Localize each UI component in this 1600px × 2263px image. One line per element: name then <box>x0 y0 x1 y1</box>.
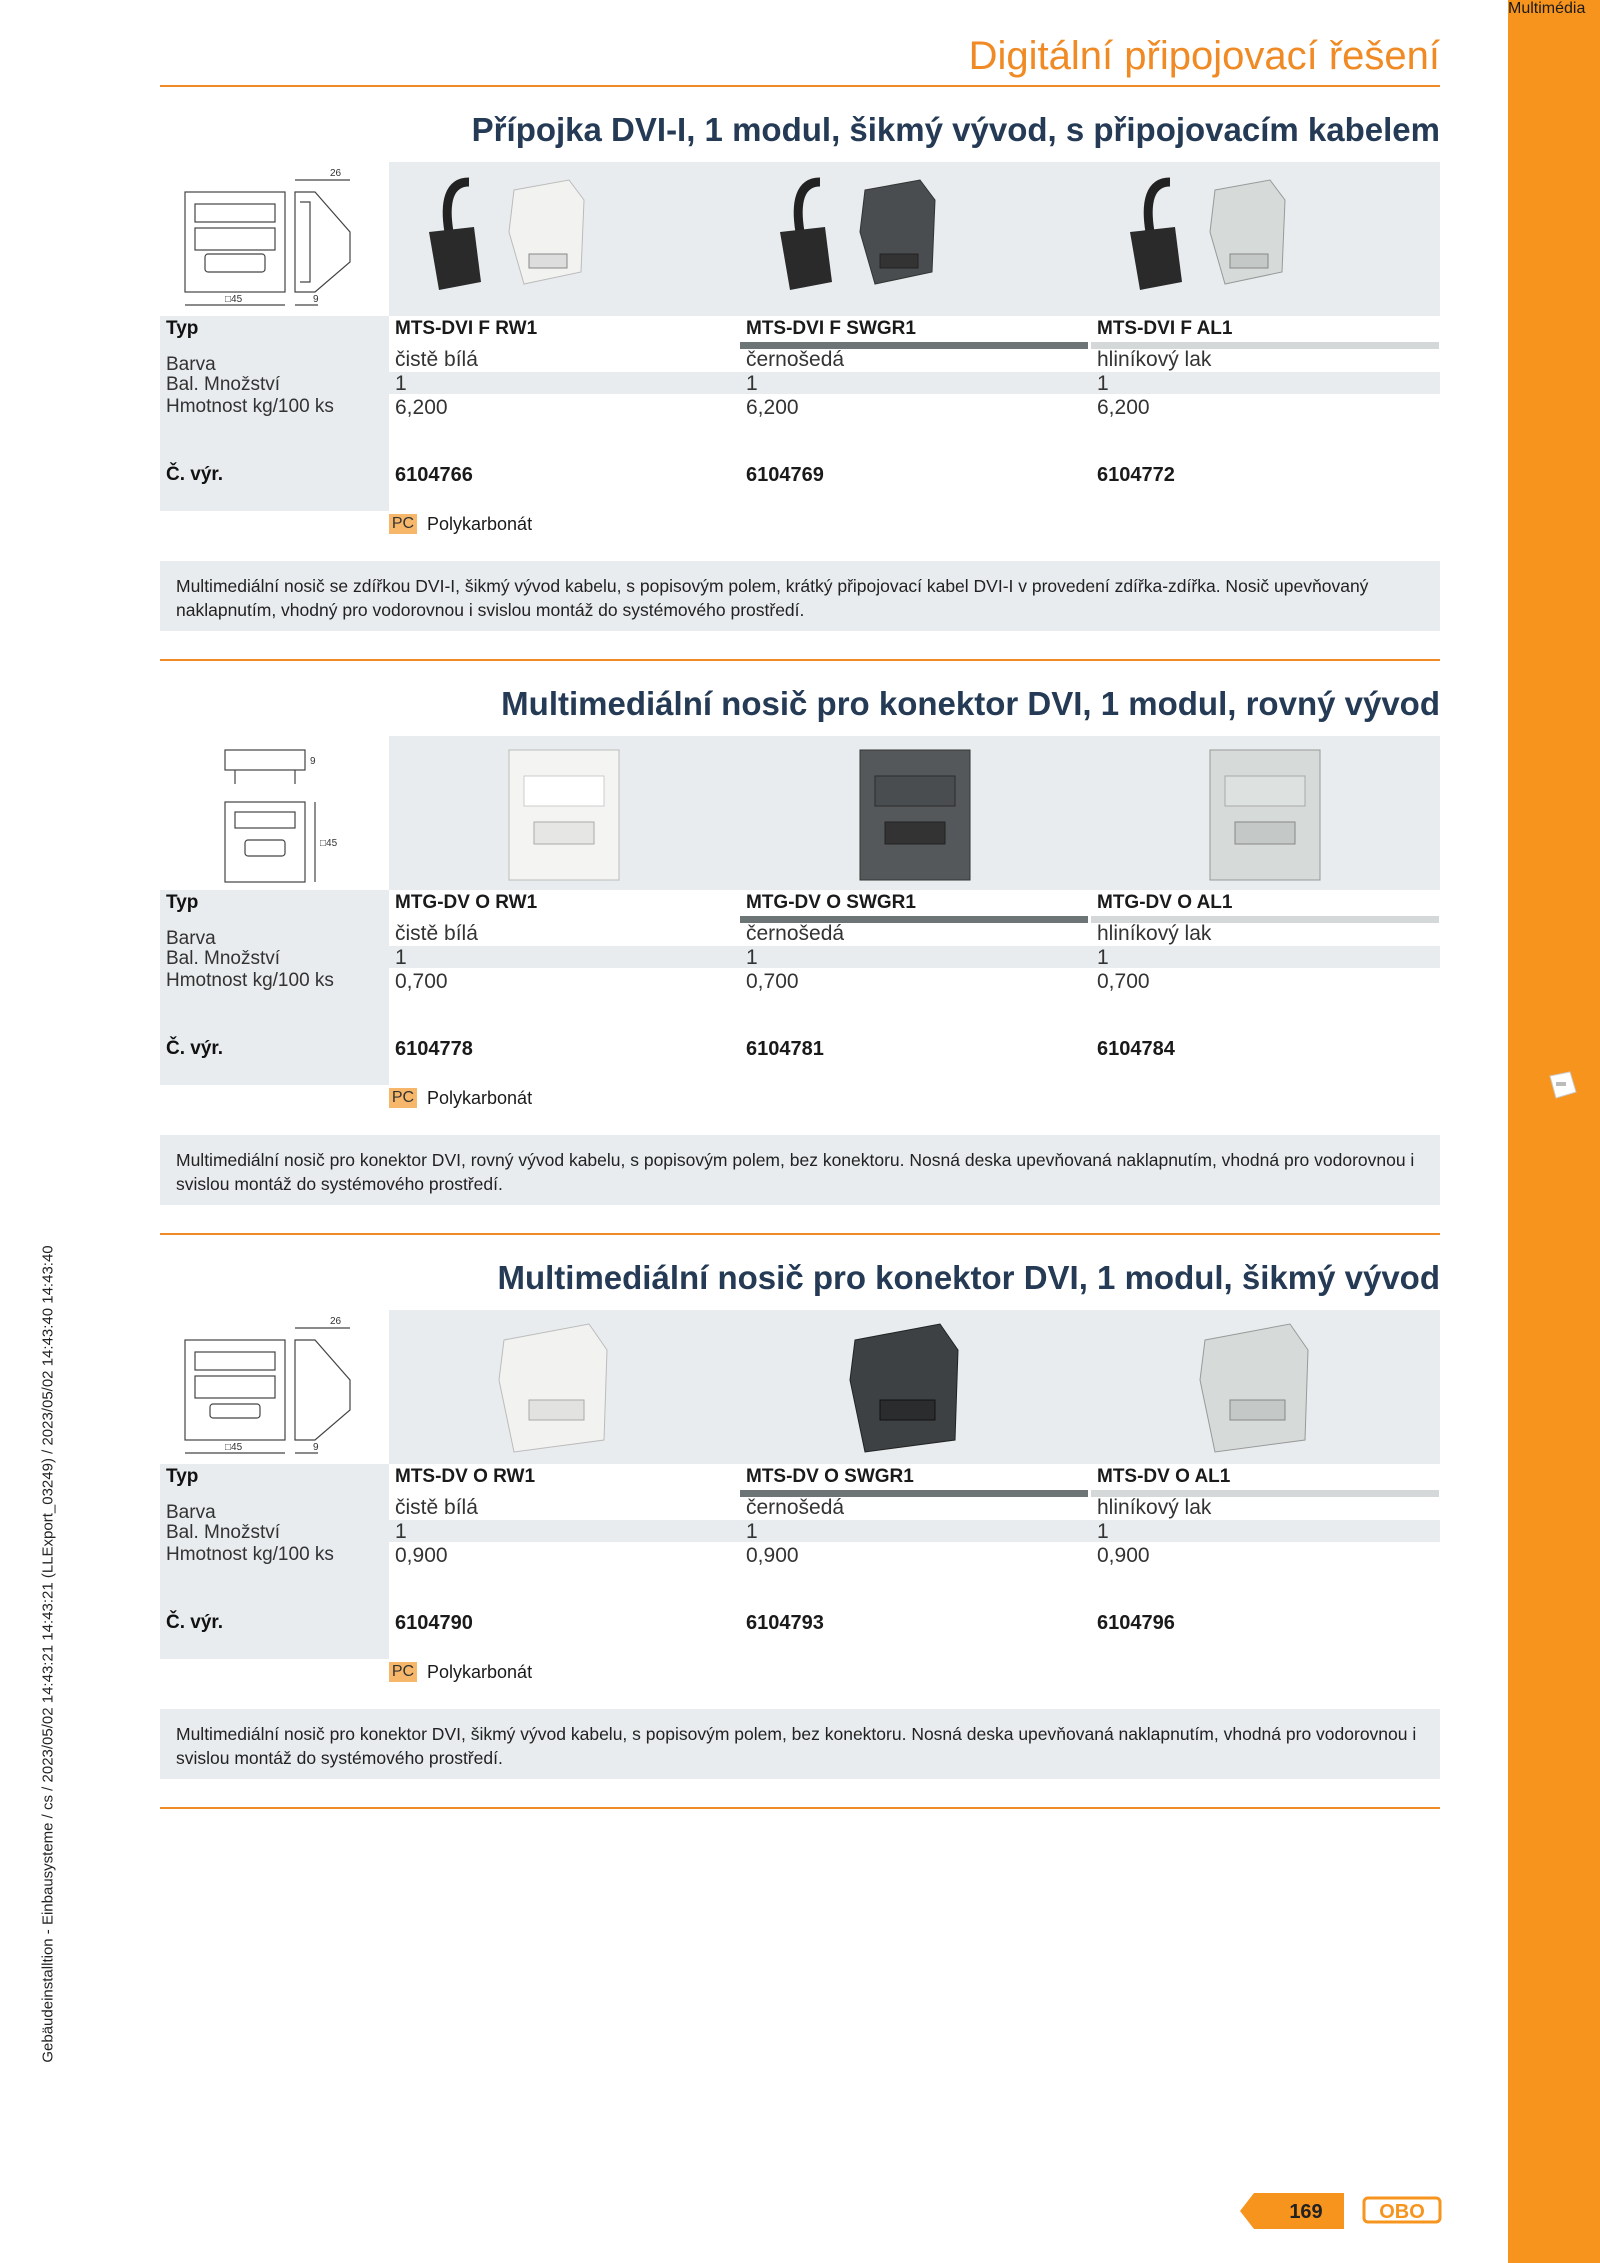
dim-top: 26 <box>330 1316 342 1327</box>
product-photo-dark <box>740 736 1090 890</box>
variant-type: MTS-DVI F SWGR1 <box>746 318 916 339</box>
variant-color: hliníkový lak <box>1097 1496 1212 1519</box>
variant-column <box>740 890 1088 1085</box>
variant-color: černošedá <box>746 348 845 371</box>
variant-article-no: 6104790 <box>395 1612 473 1634</box>
variant-pack-qty: 1 <box>746 372 758 395</box>
product-photo-dark <box>740 1310 1090 1464</box>
product-image-row <box>160 162 1440 316</box>
variant-column <box>389 890 737 1085</box>
variant-color: hliníkový lak <box>1097 922 1212 945</box>
variant-color: černošedá <box>746 922 845 945</box>
right-category-bar <box>1508 0 1600 2263</box>
multimedia-socket-icon <box>1546 1068 1580 1102</box>
section-rule <box>160 1807 1440 1809</box>
label-barva: Barva <box>166 1502 216 1523</box>
product-photo-aluminium <box>1090 736 1440 890</box>
section-title: Přípojka DVI-I, 1 modul, šikmý vývod, s připojovacím kabelem <box>471 111 1440 148</box>
page-number: 169 <box>1289 2201 1323 2223</box>
variant-weight: 0,700 <box>746 970 799 993</box>
header-rule <box>160 85 1440 87</box>
dim-side: □45 <box>320 838 338 849</box>
spec-label-column <box>160 316 389 511</box>
product-image-row <box>160 1310 1440 1464</box>
variant-pack-qty: 1 <box>395 372 407 395</box>
label-bal: Bal. Množství <box>166 1522 281 1543</box>
label-cvyr: Č. výr. <box>166 464 224 485</box>
label-hmotnost: Hmotnost kg/100 ks <box>166 396 334 417</box>
section-rule <box>160 1233 1440 1235</box>
label-typ: Typ <box>166 318 199 339</box>
variant-type: MTG-DV O SWGR1 <box>746 892 916 913</box>
variant-pack-qty: 1 <box>1097 1520 1109 1543</box>
note-text: Multimediální nosič se zdířkou DVI-I, šikmý vývod kabelu, s popisovým polem, krátký připojovací kabel DVI-I v provedení zdířka-zdířka. Nosič upevňovaný naklapnutím, vhodný pro vodorovnou i svislou montáž do systémového prostředí. <box>176 576 1369 620</box>
spec-table <box>160 890 1440 1085</box>
material-name: Polykarbonát <box>427 514 533 534</box>
dim-bottom: □45 <box>225 294 243 305</box>
technical-drawing <box>160 162 389 316</box>
product-note <box>160 1135 1440 1205</box>
label-bal: Bal. Množství <box>166 374 281 395</box>
variant-color: hliníkový lak <box>1097 348 1212 371</box>
section-title: Multimediální nosič pro konektor DVI, 1 modul, rovný vývod <box>501 685 1440 722</box>
variant-type: MTS-DVI F RW1 <box>395 318 538 339</box>
product-photo-dark <box>740 162 1090 316</box>
variant-column <box>389 1464 737 1659</box>
category-tab-label: Multimédia <box>1508 0 1586 17</box>
section-rule <box>160 659 1440 661</box>
spec-label-column <box>160 1464 389 1659</box>
variant-type: MTS-DV O SWGR1 <box>746 1466 914 1487</box>
variant-column <box>1091 1464 1439 1659</box>
label-barva: Barva <box>166 354 216 375</box>
variant-weight: 6,200 <box>746 396 799 419</box>
variant-pack-qty: 1 <box>746 1520 758 1543</box>
dim-side: 9 <box>313 1442 319 1453</box>
label-cvyr: Č. výr. <box>166 1038 224 1059</box>
logo-text: OBO <box>1379 2201 1425 2223</box>
variant-weight: 6,200 <box>1097 396 1150 419</box>
variant-column <box>1091 316 1439 511</box>
technical-drawing <box>160 736 389 890</box>
variant-pack-qty: 1 <box>395 946 407 969</box>
note-text: Multimediální nosič pro konektor DVI, rovný vývod kabelu, s popisovým polem, bez konektoru. Nosná deska upevňovaná naklapnutím, vhodná pro vodorovnou i svislou montáž do systémového prostředí. <box>176 1150 1415 1194</box>
variant-pack-qty: 1 <box>746 946 758 969</box>
variant-article-no: 6104793 <box>746 1612 824 1634</box>
dim-bottom: □45 <box>225 1442 243 1453</box>
product-photo-white <box>389 162 739 316</box>
product-note <box>160 561 1440 631</box>
variant-color: čistě bílá <box>395 348 478 371</box>
variant-weight: 0,700 <box>1097 970 1150 993</box>
variant-pack-qty: 1 <box>1097 946 1109 969</box>
label-bal: Bal. Množství <box>166 948 281 969</box>
technical-drawing <box>160 1310 389 1464</box>
variant-article-no: 6104769 <box>746 464 824 486</box>
product-photo-white <box>389 1310 739 1464</box>
material-badge: PC <box>389 1088 417 1108</box>
dim-side: 9 <box>313 294 319 305</box>
variant-type: MTS-DV O RW1 <box>395 1466 536 1487</box>
variant-article-no: 6104784 <box>1097 1038 1175 1060</box>
label-hmotnost: Hmotnost kg/100 ks <box>166 1544 334 1565</box>
label-cvyr: Č. výr. <box>166 1612 224 1633</box>
variant-article-no: 6104772 <box>1097 464 1175 486</box>
label-typ: Typ <box>166 1466 199 1487</box>
variant-pack-qty: 1 <box>1097 372 1109 395</box>
dim-top: 26 <box>330 168 342 179</box>
export-metadata: Gebäudeinstalltion - Einbausysteme / cs / 2023/05/02 14:43:21 14:43:21 (LLExport_03249) / 2023/05/02 14:43:40 14:43:40 <box>39 1245 57 2063</box>
variant-article-no: 6104781 <box>746 1038 824 1060</box>
product-photo-aluminium <box>1090 162 1440 316</box>
product-image-row <box>160 736 1440 890</box>
variant-column <box>389 316 737 511</box>
variant-color: černošedá <box>746 1496 845 1519</box>
variant-type: MTG-DV O RW1 <box>395 892 538 913</box>
obo-logo <box>1362 2190 1442 2230</box>
variant-weight: 0,900 <box>395 1544 448 1567</box>
material-badge: PC <box>389 514 417 534</box>
spec-table <box>160 1464 1440 1659</box>
spec-table <box>160 316 1440 511</box>
material-badge: PC <box>389 1662 417 1682</box>
variant-type: MTG-DV O AL1 <box>1097 892 1233 913</box>
spec-label-column <box>160 890 389 1085</box>
product-photo-white <box>389 736 739 890</box>
variant-weight: 0,900 <box>746 1544 799 1567</box>
variant-article-no: 6104778 <box>395 1038 473 1060</box>
page-header-title: Digitální připojovací řešení <box>968 34 1440 78</box>
variant-column <box>740 316 1088 511</box>
product-note <box>160 1709 1440 1779</box>
variant-color: čistě bílá <box>395 922 478 945</box>
material-name: Polykarbonát <box>427 1088 533 1108</box>
product-photo-aluminium <box>1090 1310 1440 1464</box>
variant-weight: 0,700 <box>395 970 448 993</box>
label-hmotnost: Hmotnost kg/100 ks <box>166 970 334 991</box>
note-text: Multimediální nosič pro konektor DVI, šikmý vývod kabelu, s popisovým polem, bez konektoru. Nosná deska upevňovaná naklapnutím, vhodná pro vodorovnou i svislou montáž do systémového prostředí. <box>176 1724 1417 1768</box>
variant-type: MTS-DVI F AL1 <box>1097 318 1233 339</box>
variant-column <box>740 1464 1088 1659</box>
variant-article-no: 6104796 <box>1097 1612 1175 1634</box>
variant-article-no: 6104766 <box>395 464 473 486</box>
variant-weight: 6,200 <box>395 396 448 419</box>
variant-type: MTS-DV O AL1 <box>1097 1466 1231 1487</box>
label-barva: Barva <box>166 928 216 949</box>
material-name: Polykarbonát <box>427 1662 533 1682</box>
variant-weight: 0,900 <box>1097 1544 1150 1567</box>
variant-pack-qty: 1 <box>395 1520 407 1543</box>
dim-top: 9 <box>310 756 316 767</box>
section-title: Multimediální nosič pro konektor DVI, 1 modul, šikmý vývod <box>497 1259 1440 1296</box>
label-typ: Typ <box>166 892 199 913</box>
variant-column <box>1091 890 1439 1085</box>
variant-color: čistě bílá <box>395 1496 478 1519</box>
